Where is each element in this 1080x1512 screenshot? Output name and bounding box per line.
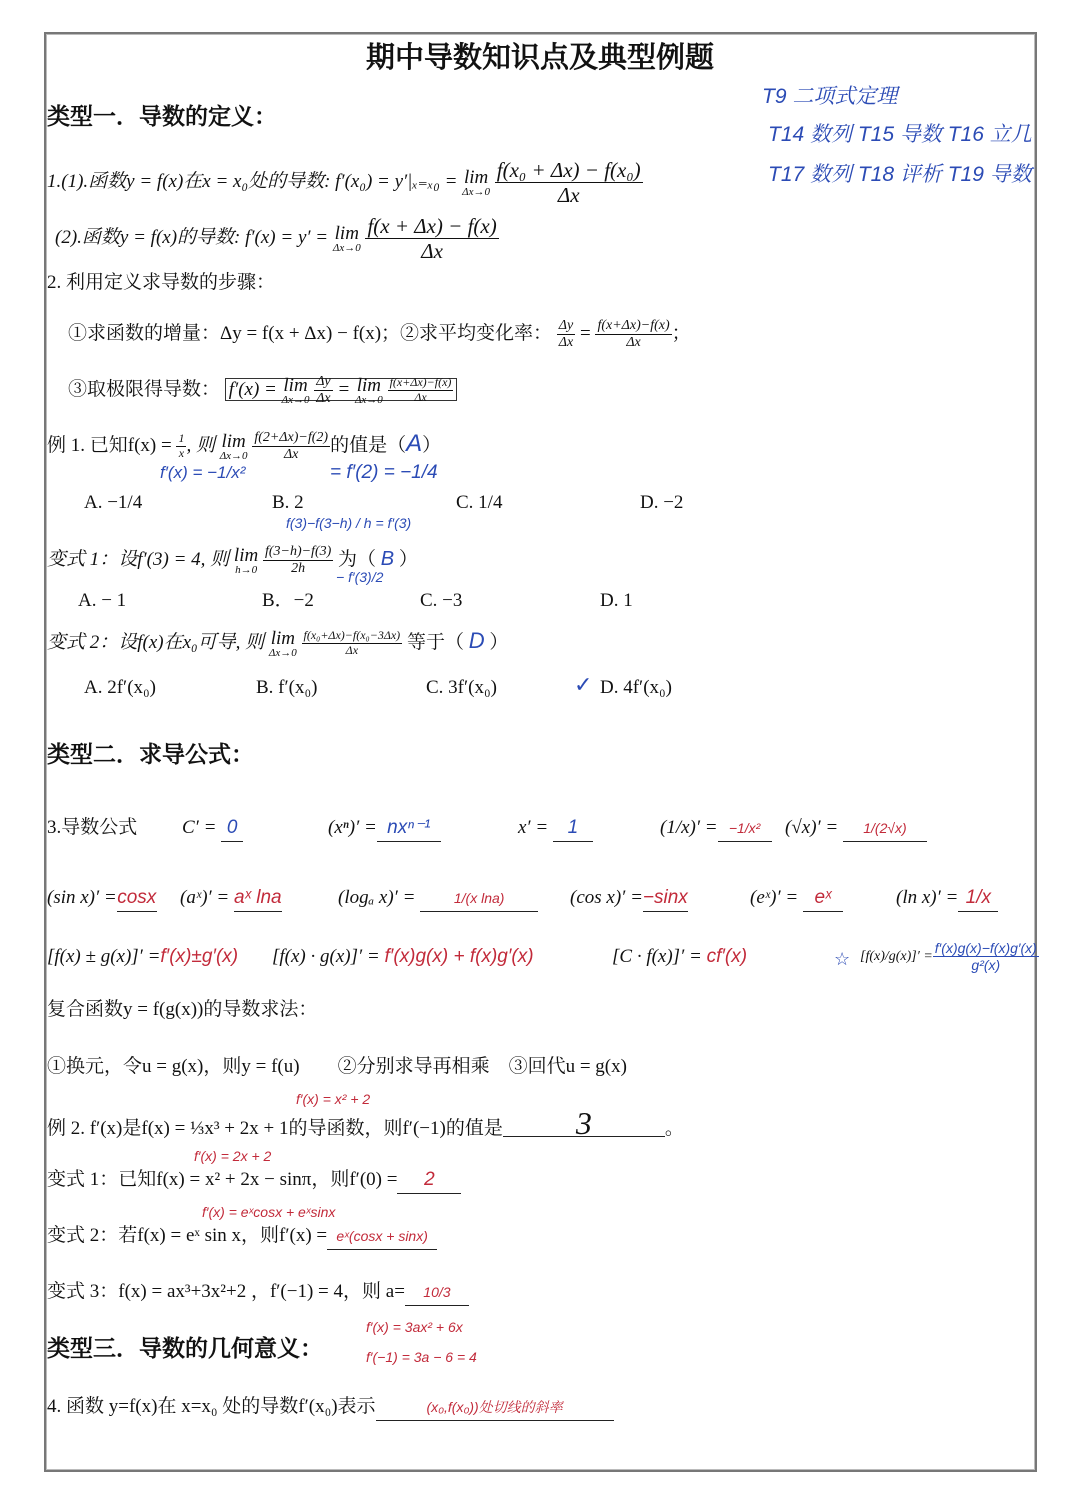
limit-sub: h→0 <box>235 563 258 576</box>
handwritten-annotation: f′(x) = 3ax² + 6x <box>366 1319 463 1335</box>
fraction-numerator: f(x+Δx)−f(x) <box>595 318 671 335</box>
fraction-numerator: f(x+Δx)−f(x) <box>389 375 452 390</box>
variant-text: 为（ <box>338 548 377 570</box>
fraction-numerator: f(x₀ + Δx) − f(x₀) <box>496 158 641 182</box>
formula-lhs: (aˣ)′ = <box>180 887 230 908</box>
answer: (x₀,f(x₀))处切线的斜率 <box>376 1394 614 1421</box>
formula <box>570 885 688 912</box>
example-text: ） <box>422 434 442 456</box>
fraction-denominator: Δx <box>626 335 641 351</box>
limit-label: lim <box>221 430 246 452</box>
example-text: , 则 <box>186 434 215 456</box>
formula-answer: −sinx <box>643 885 688 912</box>
formula <box>182 815 243 842</box>
choice-a: A. 2f′(x₀) <box>84 677 156 698</box>
limit-label: lim <box>233 544 259 566</box>
fraction-denominator: Δx <box>421 239 443 264</box>
limit <box>333 224 361 254</box>
steps-heading: 2. 利用定义求导数的步骤： <box>47 272 276 293</box>
limit-label: lim <box>334 222 359 244</box>
answer: D <box>468 628 485 653</box>
formula-lhs: (√x)′ = <box>785 817 839 838</box>
formula-lhs: [C · f(x)]′ = <box>612 946 702 967</box>
fraction-denominator: Δx <box>558 335 574 351</box>
limit-label: lim <box>283 374 308 396</box>
fraction <box>495 158 643 207</box>
step-3-text: ③取极限得导数： <box>68 378 221 400</box>
composite-steps: ①换元，令u = g(x)，则y = f(u) ②分别求导再相乘 ③回代u = g(x) <box>47 1056 627 1077</box>
definition-1 <box>47 158 643 207</box>
answer: eˣ(cosx + sinx) <box>327 1223 437 1250</box>
formula <box>338 885 538 912</box>
example-text: 例 2. f′(x)是f(x) = ⅓x³ + 2x + 1的导函数，则f′(−1)的值是 <box>47 1118 503 1139</box>
question-text: 4. 函数 y=f(x)在 x=x₀ 处的导数f′(x₀)表示 <box>47 1396 376 1417</box>
formula-answer: f′(x)g(x) + f(x)g′(x) <box>384 946 534 967</box>
limit <box>462 168 490 198</box>
variant-2-2 <box>47 1223 437 1250</box>
fraction-denominator: 2h <box>291 561 306 577</box>
handwritten-annotation: f(3)−f(3−h) / h = f′(3) <box>286 515 412 531</box>
formula-answer: 1/(x lna) <box>420 885 538 912</box>
limit <box>234 546 258 576</box>
formula <box>272 944 534 970</box>
limit-sub: Δx→0 <box>268 646 297 659</box>
limit-sub: Δx→0 <box>219 449 248 462</box>
formula-lhs: C′ = <box>182 817 217 838</box>
def1-text: 1.(1).函数y = f(x)在x = x₀处的导数: f′(x₀) = y′|ₓ₌ₓ₀ = <box>47 171 458 192</box>
formula-answer <box>933 940 1039 973</box>
limit-sub: Δx→0 <box>462 185 491 198</box>
fraction <box>595 318 671 351</box>
example-1 <box>47 430 441 463</box>
fraction-denominator: g²(x) <box>971 957 1001 974</box>
choice-d: D. 4f′(x₀) <box>600 677 672 698</box>
fraction-numerator: Δy <box>314 374 332 391</box>
variant-text: 变式 1：已知f(x) = x² + 2x − sinπ，则f′(0) = <box>47 1169 398 1190</box>
example-text: 。 <box>664 1118 684 1139</box>
formula-answer: f′(x)±g′(x) <box>160 946 239 967</box>
formula-lhs: [f(x) ± g(x)]′ = <box>47 946 161 967</box>
answer: B <box>380 547 395 570</box>
formula <box>896 885 998 912</box>
formula-answer: 1 <box>553 815 593 842</box>
fraction-numerator: f(x₀+Δx)−f(x₀−3Δx) <box>303 628 401 643</box>
def2-text: (2).函数y = f(x)的导数: f′(x) = y′ = <box>55 227 329 248</box>
choice-a: A. − 1 <box>78 590 127 611</box>
variant-text: 变式 3：f(x) = ax³+3x²+2 ，f′(−1) = 4，则 a= <box>47 1281 405 1302</box>
limit <box>220 432 248 462</box>
formula <box>180 885 282 912</box>
choice-c: C. 3f′(x₀) <box>426 677 497 698</box>
fraction-numerator: f(3−h)−f(3) <box>263 544 333 561</box>
fraction-numerator: f(x + Δx) − f(x) <box>367 214 497 238</box>
definition-2 <box>55 214 499 263</box>
limit-label: lim <box>463 166 489 188</box>
handwritten-note: T14 数列 T15 导数 T16 立几 <box>768 123 1032 146</box>
handwritten-note: T9 二项式定理 <box>762 85 898 108</box>
variant-text: 变式 2：若f(x) = eˣ sin x，则f′(x) = <box>47 1225 328 1246</box>
formula-lhs: (1/x)′ = <box>660 817 718 838</box>
formula <box>750 885 843 912</box>
choice-d: D. −2 <box>640 492 684 513</box>
formula-answer: −1/x² <box>718 815 772 842</box>
formula <box>660 815 772 842</box>
fraction-denominator: Δx <box>414 390 427 405</box>
fraction-denominator: Δx <box>345 643 359 658</box>
handwritten-annotation: − f′(3)/2 <box>336 569 384 585</box>
formula-answer: cosx <box>117 885 157 912</box>
limit-label: lim <box>270 627 295 649</box>
choice-c: C. 1/4 <box>456 492 503 513</box>
variant-text: 变式 1：设f′(3) = 4, 则 <box>47 548 230 570</box>
limit-sub: Δx→0 <box>332 241 361 254</box>
fraction <box>365 214 498 263</box>
choice-c: C. −3 <box>420 590 463 611</box>
fraction <box>314 374 332 407</box>
formula-lhs: (logₐ x)′ = <box>338 887 416 908</box>
choice-b: B. 2 <box>272 492 304 513</box>
limit-sub: Δx→0 <box>354 393 383 406</box>
formula-answer: nxⁿ⁻¹ <box>377 815 441 842</box>
handwritten-note: T17 数列 T18 评析 T19 导数 <box>768 163 1032 186</box>
formula-lhs: (xⁿ)′ = <box>328 817 377 838</box>
fraction-numerator: f′(x)g(x)−f(x)g′(x) <box>934 940 1037 956</box>
page-title: 期中导数知识点及典型例题 <box>365 40 714 74</box>
section-heading-type1: 类型一．导数的定义： <box>47 104 277 130</box>
formula-answer: eˣ <box>803 885 843 912</box>
formula-answer: aˣ lna <box>234 885 282 912</box>
variant-2-3 <box>47 1279 469 1306</box>
boxed-formula <box>225 374 458 407</box>
variant-text: 等于（ <box>406 632 464 653</box>
handwritten-annotation: f′(x) = eˣcosx + eˣsinx <box>202 1204 336 1220</box>
fraction <box>176 432 186 461</box>
handwritten-annotation: f′(x) = −1/x² <box>160 463 246 482</box>
formula-lhs: (ln x)′ = <box>896 887 959 908</box>
step-1-text: ①求函数的增量：Δy = f(x + Δx) − f(x)；②求平均变化率： <box>68 322 553 344</box>
answer: 2 <box>397 1167 461 1194</box>
formula <box>328 815 441 842</box>
formula <box>47 944 238 970</box>
formula-lhs: x′ = <box>518 817 549 838</box>
handwritten-annotation: f′(x) = 2x + 2 <box>194 1148 272 1164</box>
answer: A <box>406 429 423 457</box>
fraction <box>388 376 454 405</box>
formula-lhs: (sin x)′ = <box>47 887 117 908</box>
choice-b: B. f′(x₀) <box>256 677 318 698</box>
handwritten-annotation: f′(−1) = 3a − 6 = 4 <box>366 1349 477 1365</box>
limit <box>355 376 383 406</box>
check-mark-icon: ✓ <box>574 672 593 697</box>
formula-lhs: [f(x)/g(x)]′ = <box>860 948 933 964</box>
formula-lhs: [f(x) · g(x)]′ = <box>272 946 380 967</box>
fraction-denominator: x <box>178 446 185 461</box>
answer: 3 <box>503 1110 665 1137</box>
choice-b: B．−2 <box>262 590 314 611</box>
formula <box>785 815 927 842</box>
formula-answer: cf′(x) <box>706 946 748 967</box>
fraction <box>557 318 575 351</box>
limit-label: lim <box>356 374 382 396</box>
answer: 10/3 <box>405 1279 469 1306</box>
example-2 <box>47 1105 684 1142</box>
fraction <box>302 629 403 658</box>
formula <box>518 815 593 842</box>
fraction-numerator: Δy <box>557 318 575 335</box>
fraction-denominator: Δx <box>316 391 331 407</box>
step-1-2 <box>68 318 691 351</box>
handwritten-annotation: = f′(2) = −1/4 <box>330 462 438 483</box>
formula-answer: 1/(2√x) <box>843 815 927 842</box>
step-3 <box>68 374 457 407</box>
section-heading-type3: 类型三．导数的几何意义： <box>47 1336 323 1362</box>
question-4 <box>47 1394 614 1421</box>
fraction-numerator: f(2+Δx)−f(2) <box>252 430 330 447</box>
choice-d: D. 1 <box>600 590 633 611</box>
formula-lhs: (eˣ)′ = <box>750 887 799 908</box>
fraction-denominator: Δx <box>283 447 299 463</box>
fraction <box>252 430 330 463</box>
formula-lhs: (cos x)′ = <box>570 887 643 908</box>
variant-2 <box>47 628 508 659</box>
limit <box>269 629 297 659</box>
formula-answer: 1/x <box>958 885 998 912</box>
equals-sign: = <box>579 322 591 344</box>
punctuation: ； <box>671 322 691 344</box>
variant-2-1 <box>47 1167 461 1194</box>
limit-sub: Δx→0 <box>281 393 310 406</box>
formulas-label: 3.导数公式 <box>47 817 138 838</box>
formula-answer: 0 <box>221 815 243 842</box>
formula <box>612 944 747 970</box>
fraction-denominator: Δx <box>557 183 580 208</box>
section-heading-type2: 类型二．求导公式： <box>47 742 254 768</box>
composite-heading: 复合函数y = f(g(x))的导数求法： <box>47 999 318 1020</box>
example-text: 的值是（ <box>330 434 407 456</box>
formula-lhs: f′(x) = <box>228 378 277 400</box>
limit <box>282 376 310 406</box>
variant-text: 变式 2：设f(x)在x₀可导, 则 <box>47 632 265 653</box>
variant-text: ） <box>398 548 418 570</box>
equals-sign: = <box>337 378 351 400</box>
handwritten-annotation: f′(x) = x² + 2 <box>296 1091 371 1107</box>
choice-a: A. −1/4 <box>84 492 143 513</box>
fraction <box>263 544 333 577</box>
example-text: 例 1. 已知f(x) = <box>47 434 172 456</box>
formula <box>47 885 157 912</box>
formula-quotient <box>860 940 1039 973</box>
fraction-numerator: 1 <box>178 431 185 446</box>
variant-text: ） <box>489 632 509 653</box>
star-icon: ☆ <box>834 949 851 969</box>
